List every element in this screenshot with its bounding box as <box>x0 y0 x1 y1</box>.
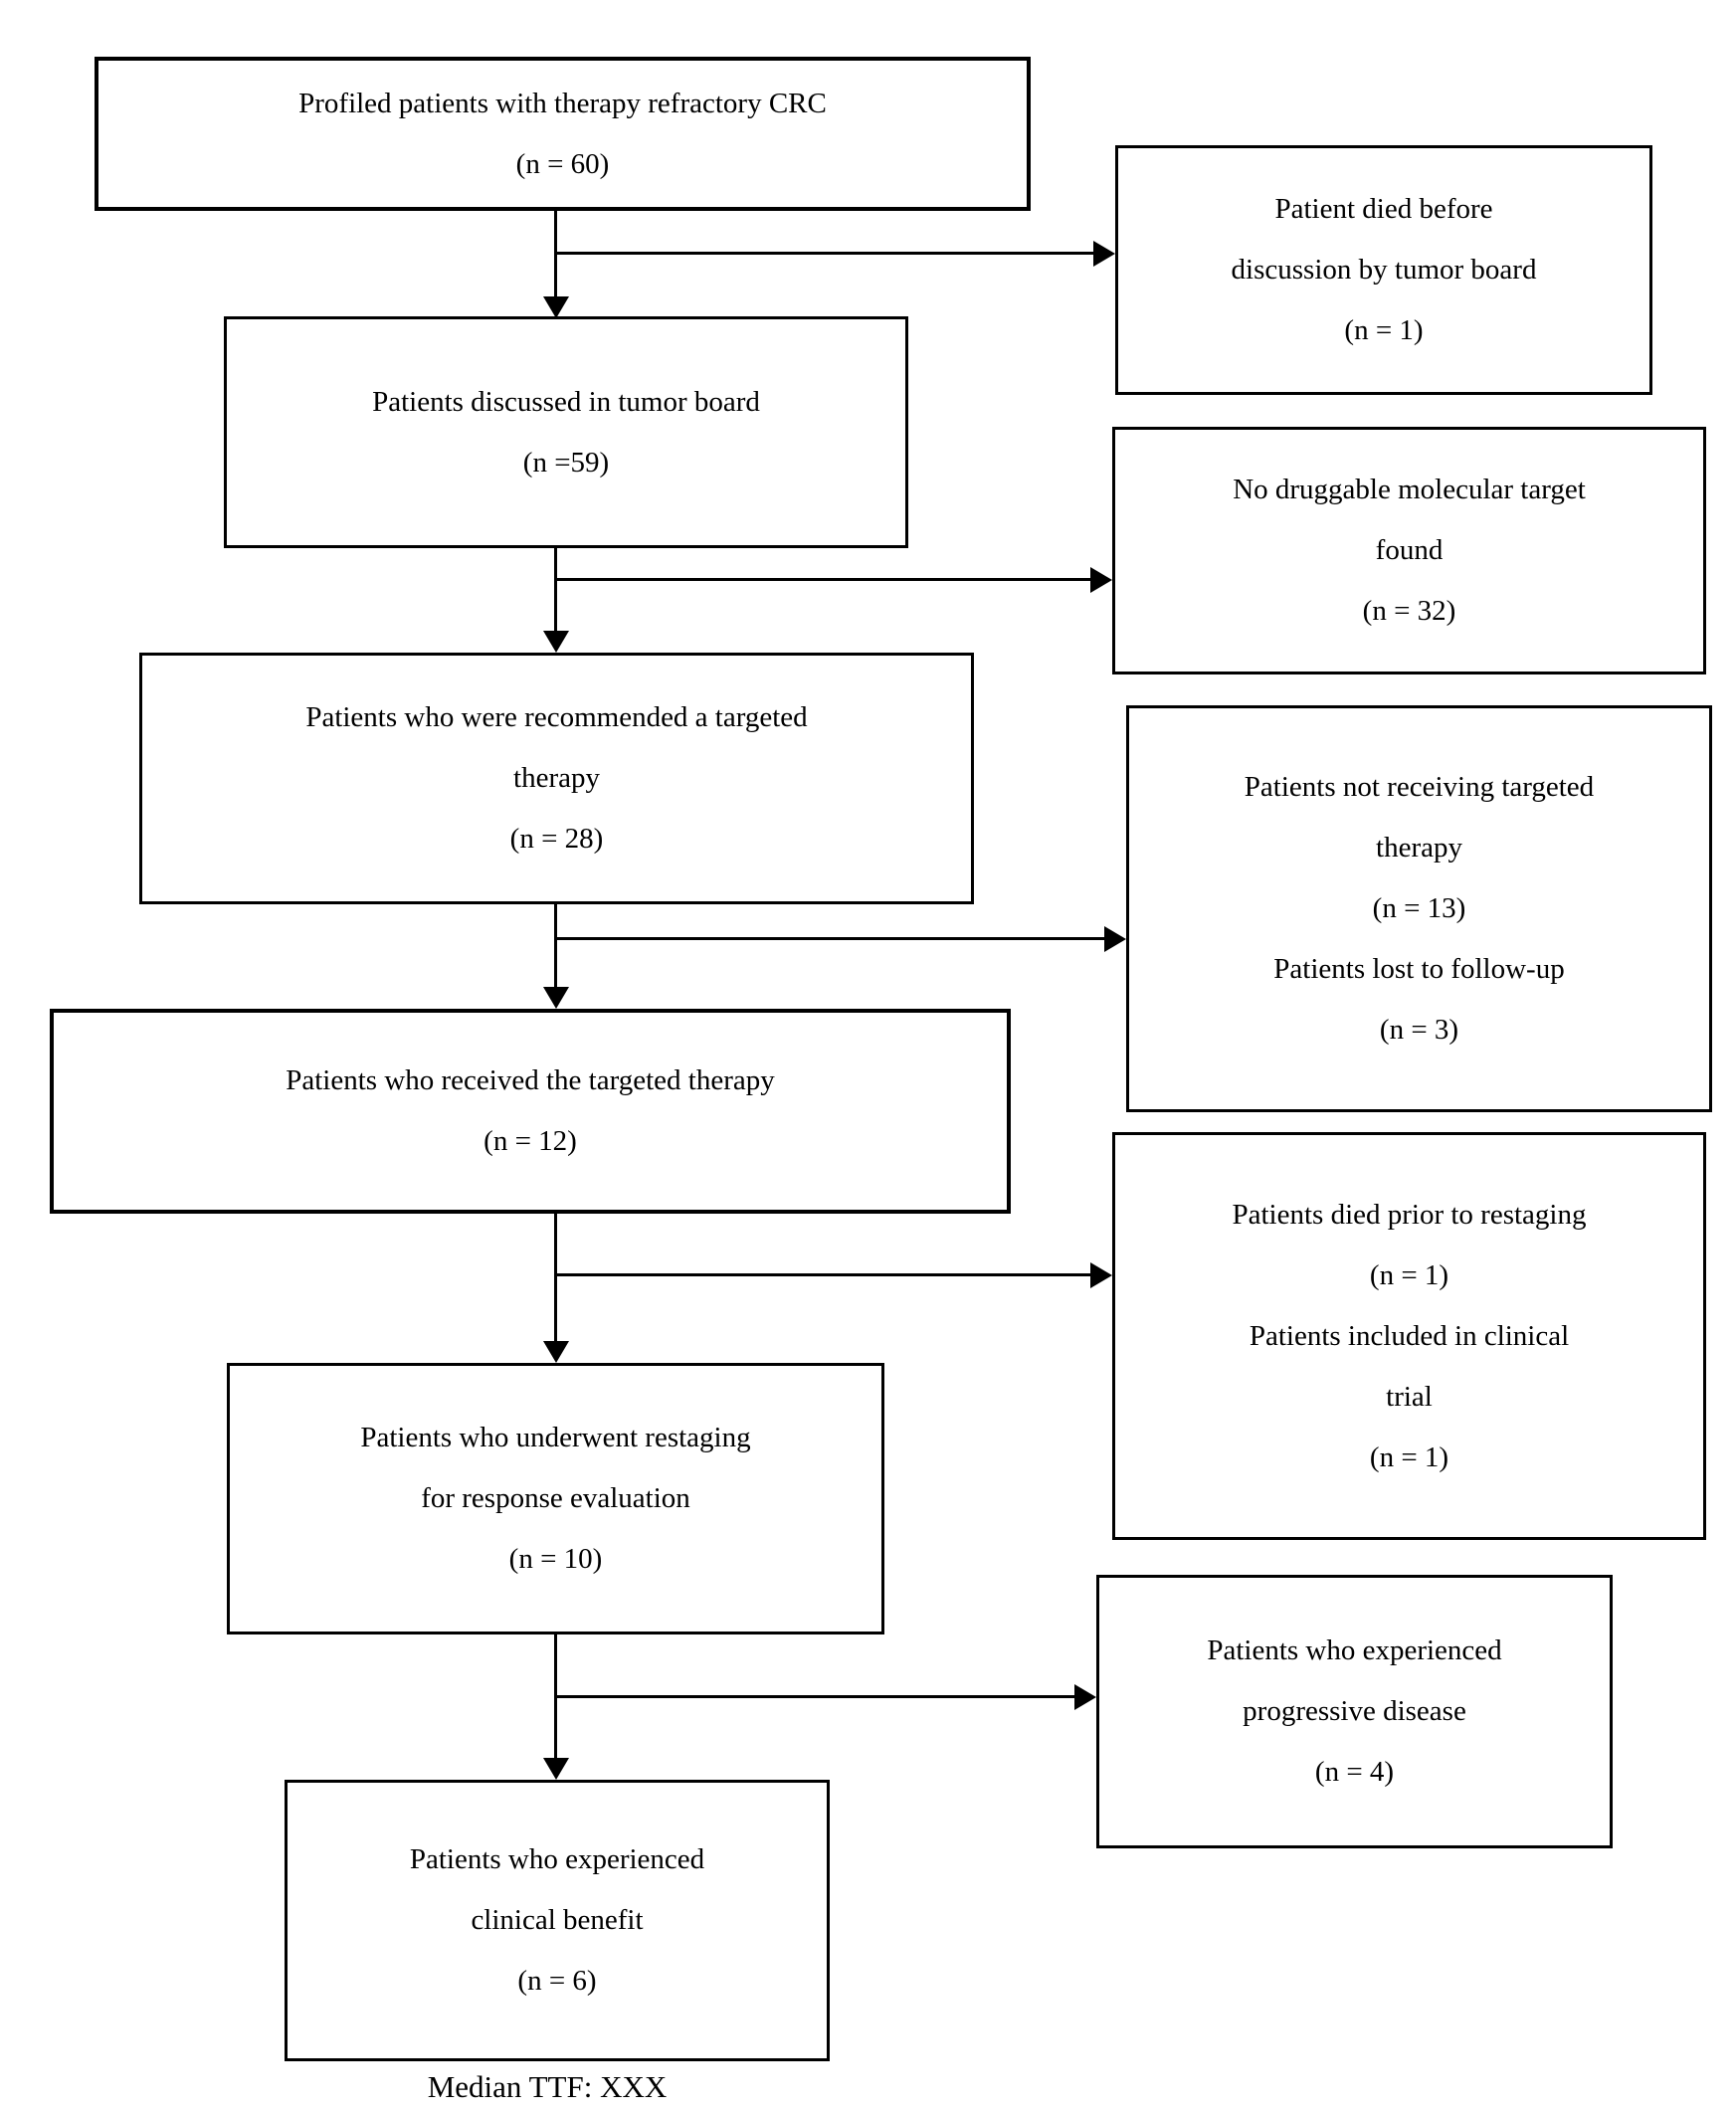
connector-horizontal-5 <box>554 1695 1076 1698</box>
flow-box-recommended-targeted-therapy <box>139 653 974 904</box>
box-count-line: (n = 3) <box>1379 1014 1459 1046</box>
box-count-line: (n = 28) <box>509 823 604 855</box>
box-count-line: (n = 6) <box>517 1965 597 1997</box>
flow-box-discussed-tumor-board <box>224 316 908 548</box>
box-text-line: therapy <box>513 762 600 794</box>
box-text-line: Patients lost to follow-up <box>1273 953 1565 985</box>
box-text-line: Patients who experienced <box>409 1843 705 1875</box>
box-count-line: (n = 60) <box>515 147 610 180</box>
box-text-line: found <box>1375 534 1444 566</box>
connector-vertical-2 <box>554 548 557 633</box>
arrowhead-right-3 <box>1104 926 1126 952</box>
box-count-line: (n = 1) <box>1369 1441 1449 1473</box>
box-text-line: progressive disease <box>1243 1695 1466 1727</box>
box-text-line: therapy <box>1376 832 1462 864</box>
box-count-line: (n = 1) <box>1369 1258 1449 1291</box>
flow-box-clinical-benefit <box>285 1780 830 2061</box>
box-text-line: Patients died prior to restaging <box>1232 1198 1587 1231</box>
box-count-line: (n = 4) <box>1314 1756 1395 1788</box>
box-text-line: Patients included in clinical <box>1249 1319 1570 1352</box>
box-count-line: (n = 10) <box>508 1543 603 1575</box>
flow-box-profiled-patients <box>95 57 1031 211</box>
connector-vertical-3 <box>554 904 557 989</box>
flow-box-underwent-restaging <box>227 1363 884 1634</box>
flow-box-not-receiving-therapy-lost-followup <box>1126 705 1712 1112</box>
box-text-line: Patients who were recommended a targeted <box>305 701 808 733</box>
flow-box-died-prior-restaging-clinical-trial <box>1112 1132 1706 1540</box>
connector-horizontal-4 <box>554 1273 1092 1276</box>
arrowhead-right-5 <box>1074 1684 1096 1710</box>
box-text-line: Patient died before <box>1274 193 1493 225</box>
box-count-line: (n = 13) <box>1372 892 1466 924</box>
arrowhead-down-4 <box>543 1341 569 1363</box>
flow-box-no-druggable-target <box>1112 427 1706 674</box>
box-text-line: No druggable molecular target <box>1233 474 1586 505</box>
flow-box-received-targeted-therapy <box>50 1009 1011 1214</box>
box-count-line: (n = 32) <box>1362 595 1456 627</box>
arrowhead-right-2 <box>1090 567 1112 593</box>
box-text-line: Patients who underwent restaging <box>360 1422 751 1453</box>
box-count-line: (n = 1) <box>1344 314 1424 346</box>
box-text-line: Profiled patients with therapy refractory CRC <box>298 87 827 119</box>
connector-vertical-1 <box>554 211 557 298</box>
box-text-line: trial <box>1386 1380 1433 1413</box>
arrowhead-down-1 <box>543 296 569 318</box>
flow-box-progressive-disease <box>1096 1575 1613 1848</box>
connector-horizontal-2 <box>554 578 1092 581</box>
arrowhead-right-1 <box>1093 241 1115 267</box>
box-text-line: Patients discussed in tumor board <box>372 385 760 418</box>
box-text-line: discussion by tumor board <box>1231 254 1537 286</box>
arrowhead-down-3 <box>543 987 569 1009</box>
box-text-line: Patients not receiving targeted <box>1244 771 1595 803</box>
box-count-line: (n = 12) <box>483 1125 577 1157</box>
arrowhead-down-2 <box>543 631 569 653</box>
flow-box-died-before-discussion <box>1115 145 1652 395</box>
box-text-line: clinical benefit <box>471 1904 644 1936</box>
box-text-line: Patients who received the targeted therapy <box>286 1064 775 1096</box>
box-text-line: Patients who experienced <box>1207 1634 1502 1666</box>
arrowhead-down-5 <box>543 1758 569 1780</box>
arrowhead-right-4 <box>1090 1262 1112 1288</box>
connector-horizontal-1 <box>554 252 1094 255</box>
box-text-line: for response evaluation <box>421 1482 690 1514</box>
median-ttf-note: Median TTF: XXX <box>427 2069 668 2104</box>
connector-vertical-4 <box>554 1214 557 1343</box>
box-count-line: (n =59) <box>522 446 610 479</box>
connector-horizontal-3 <box>554 937 1106 940</box>
